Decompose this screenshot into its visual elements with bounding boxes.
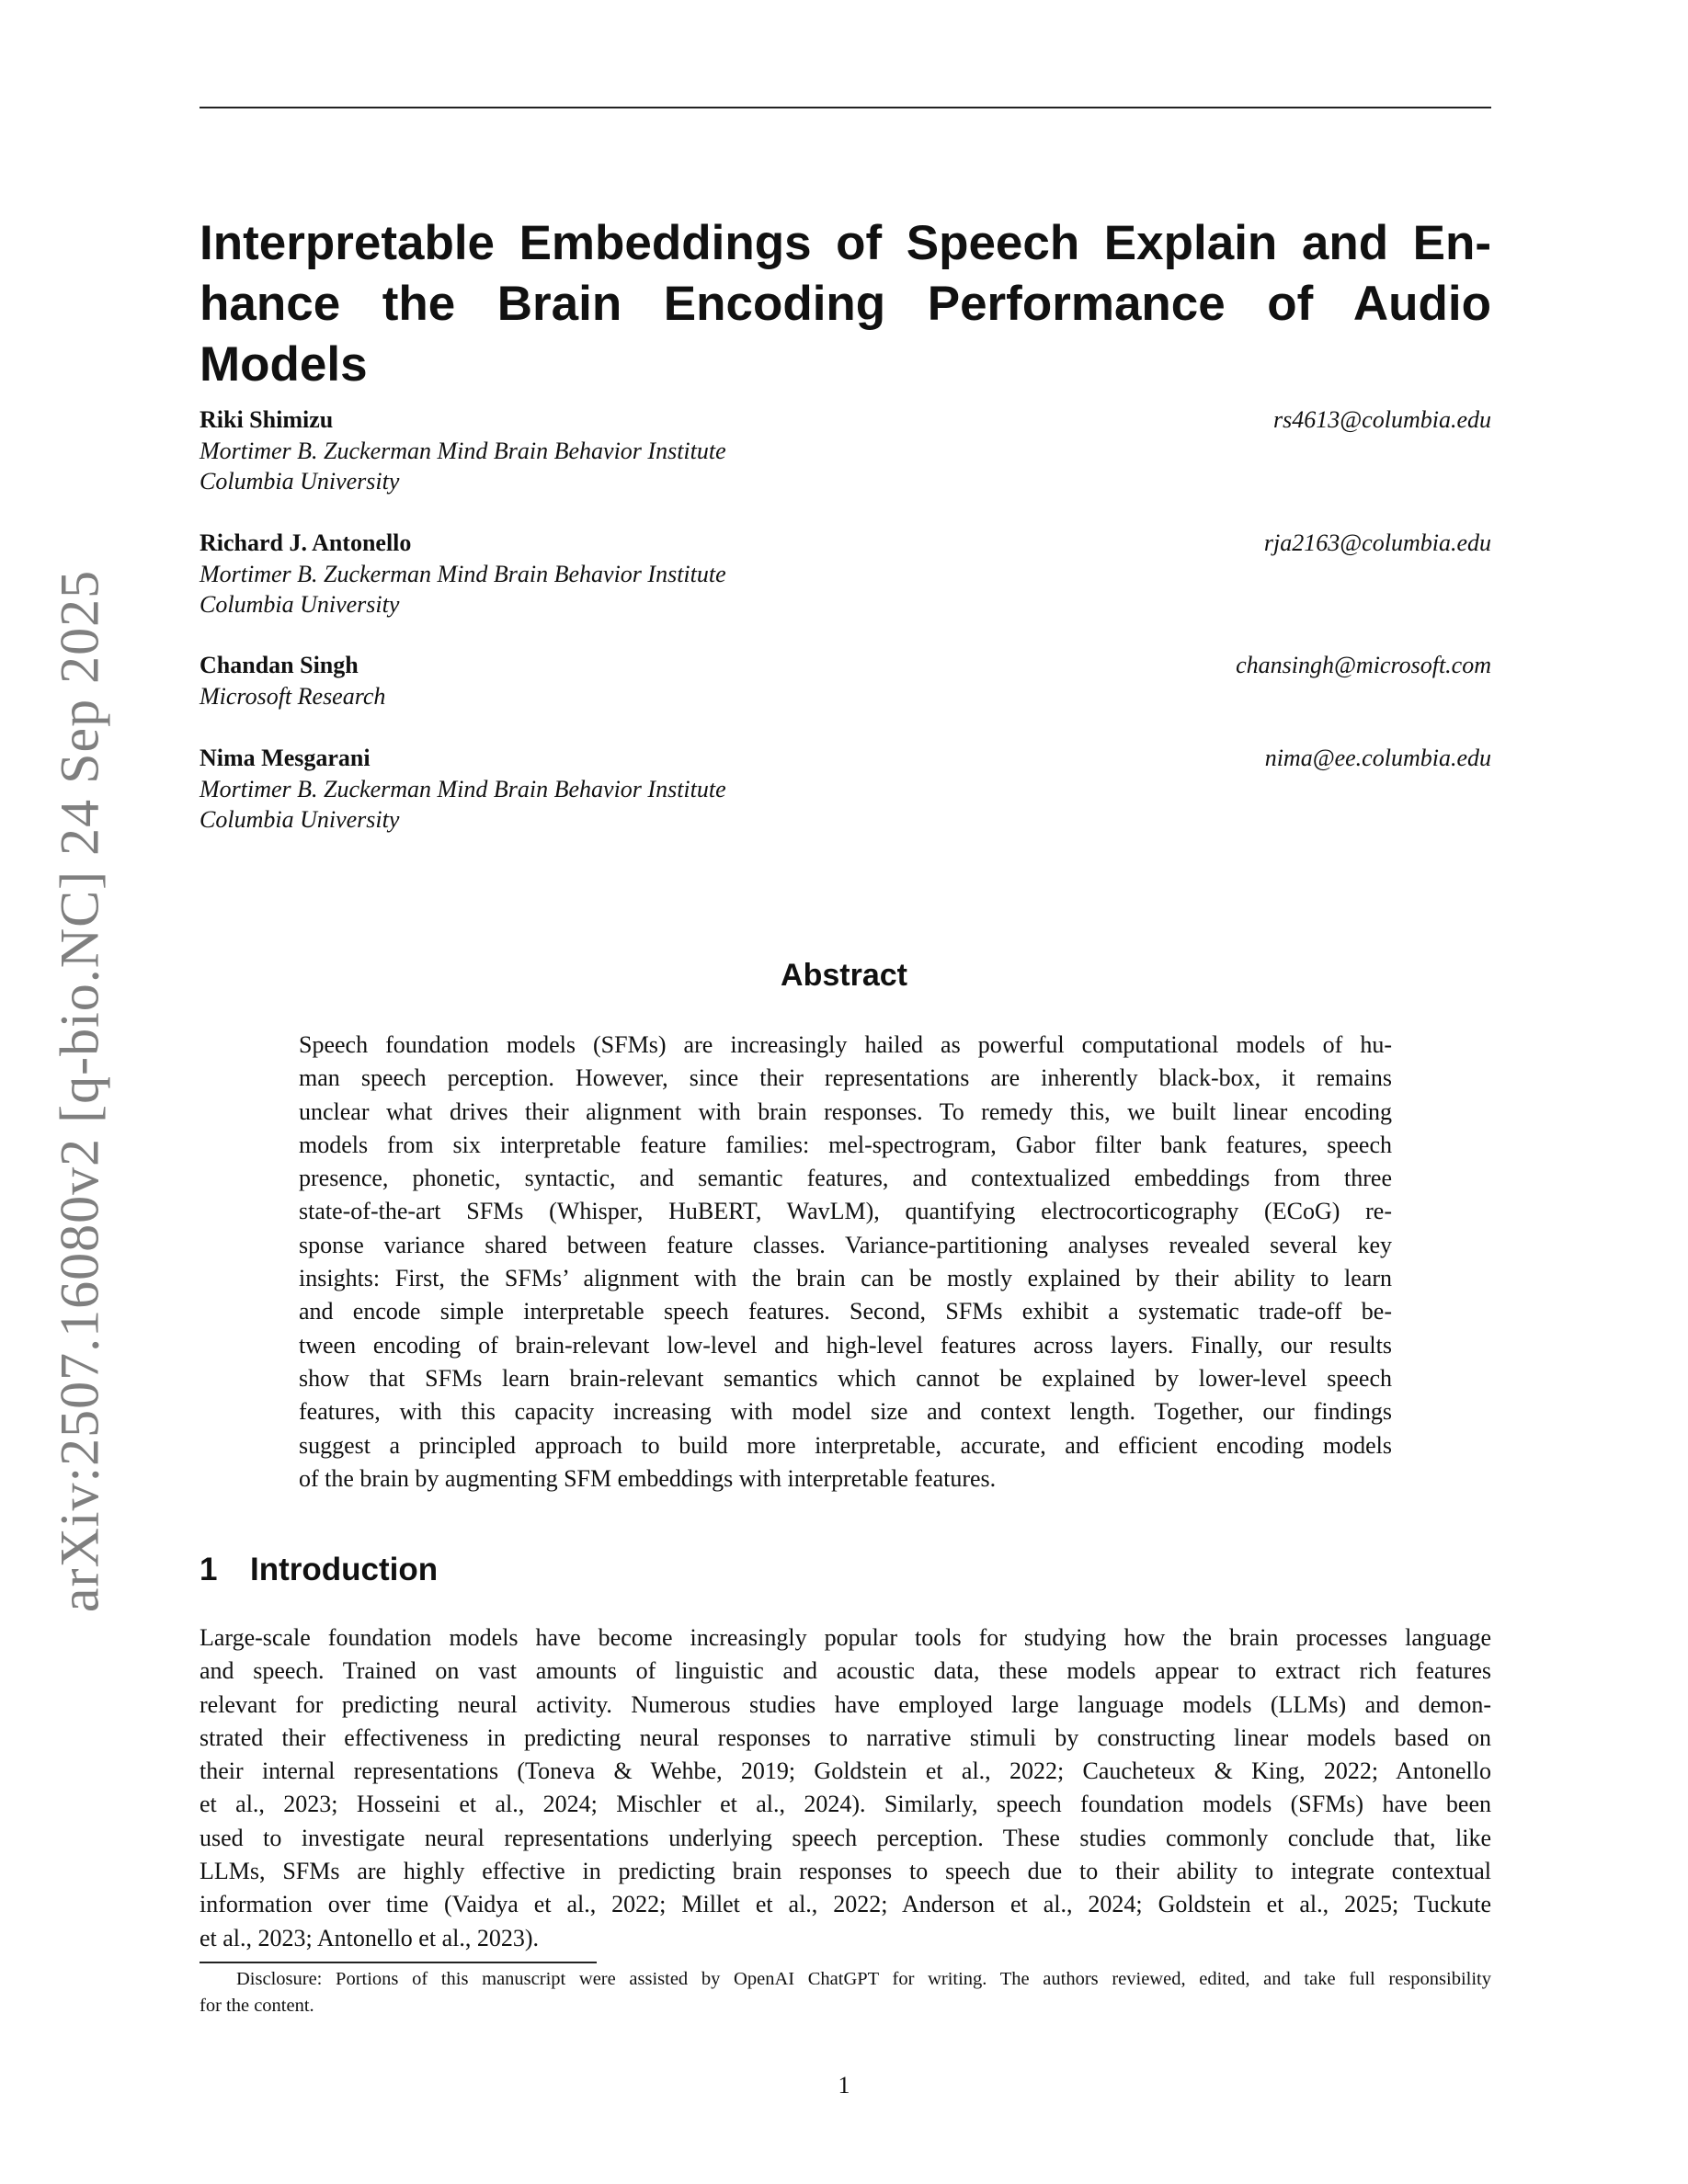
- text-line: Disclosure: Portions of this manuscript were assisted by OpenAI ChatGPT for writing. The authors reviewed, edited, and take full responsibility: [236, 1969, 1491, 1989]
- introduction-body: [200, 1621, 1491, 1955]
- text-line: for the content.: [200, 1996, 314, 2016]
- author-affiliation: Columbia University: [200, 468, 400, 495]
- text-line: relevant for predicting neural activity. Numerous studies have employed large language models (LLMs) and demon-: [200, 1690, 1491, 1718]
- abstract-heading: Abstract: [781, 958, 907, 993]
- author-affiliation: Mortimer B. Zuckerman Mind Brain Behavior Institute: [200, 560, 726, 587]
- text-line: of the brain by augmenting SFM embeddings with interpretable features.: [299, 1464, 997, 1492]
- author-block: [200, 528, 1491, 620]
- text-line: man speech perception. However, since their representations are inherently black-box, it remains: [299, 1064, 1392, 1092]
- text-line: presence, phonetic, syntactic, and semantic features, and contextualized embeddings from three: [299, 1165, 1392, 1192]
- text-line: state-of-the-art SFMs (Whisper, HuBERT, WavLM), quantifying electrocorticography (ECoG) re-: [299, 1198, 1392, 1225]
- author-email[interactable]: nima@ee.columbia.edu: [1264, 745, 1491, 771]
- footnote-rule: [200, 1962, 597, 1963]
- text-line: strated their effectiveness in predicting neural responses to narrative stimuli by constructing linear models based on: [200, 1723, 1491, 1751]
- text-line: tween encoding of brain-relevant low-level and high-level features across layers. Finally, our results: [299, 1331, 1392, 1359]
- text-line: et al., 2023; Antonello et al., 2023).: [200, 1924, 539, 1951]
- author-block: [200, 404, 1491, 497]
- author-email[interactable]: rja2163@columbia.edu: [1263, 529, 1491, 556]
- author-affiliation: Microsoft Research: [200, 682, 386, 710]
- title-line: Interpretable Embeddings of Speech Explain and En-: [200, 216, 1491, 270]
- author-block: [200, 743, 1491, 836]
- text-line: information over time (Vaidya et al., 2022; Millet et al., 2022; Anderson et al., 2024; Goldstein et al., 2025; Tuckute: [200, 1891, 1491, 1918]
- author-name: Richard J. Antonello: [200, 529, 412, 556]
- text-line: models from six interpretable feature families: mel-spectrogram, Gabor filter bank features, speech: [299, 1131, 1392, 1158]
- paper-title: [200, 213, 1491, 395]
- author-affiliation: Columbia University: [200, 591, 400, 618]
- arxiv-watermark: arXiv:2507.16080v2 [q-bio.NC] 24 Sep 2025: [49, 569, 110, 1613]
- text-line: Large-scale foundation models have become increasingly popular tools for studying how the brain processes language: [200, 1624, 1491, 1651]
- text-line: features, with this capacity increasing with model size and context length. Together, our findings: [299, 1398, 1392, 1426]
- text-line: used to investigate neural representations underlying speech perception. These studies commonly conclude that, like: [200, 1824, 1491, 1851]
- author-email[interactable]: rs4613@columbia.edu: [1273, 406, 1491, 433]
- author-affiliation: Mortimer B. Zuckerman Mind Brain Behavior Institute: [200, 437, 726, 464]
- text-line: suggest a principled approach to build more interpretable, accurate, and efficient encoding models: [299, 1431, 1392, 1459]
- text-line: and encode simple interpretable speech features. Second, SFMs exhibit a systematic trade-off be-: [299, 1298, 1392, 1325]
- footnote: [200, 1966, 1491, 2019]
- text-line: and speech. Trained on vast amounts of linguistic and acoustic data, these models appear to extract rich features: [200, 1657, 1491, 1685]
- author-affiliation: Columbia University: [200, 806, 400, 833]
- text-line: LLMs, SFMs are highly effective in predicting brain responses to speech due to their ability to integrate contextual: [200, 1858, 1491, 1885]
- author-block: [200, 650, 1491, 711]
- text-line: show that SFMs learn brain-relevant semantics which cannot be explained by lower-level speech: [299, 1364, 1392, 1392]
- author-affiliation: Mortimer B. Zuckerman Mind Brain Behavior Institute: [200, 775, 726, 802]
- text-line: Speech foundation models (SFMs) are increasingly hailed as powerful computational models of hu-: [299, 1031, 1392, 1058]
- author-email[interactable]: chansingh@microsoft.com: [1236, 652, 1491, 678]
- text-line: sponse variance shared between feature classes. Variance-partitioning analyses revealed several key: [299, 1231, 1392, 1258]
- header-rule: [200, 107, 1491, 108]
- page-number: 1: [838, 2072, 850, 2099]
- section-number: 1: [200, 1552, 218, 1587]
- abstract-body: [299, 1029, 1392, 1496]
- section-heading-introduction: [200, 1552, 438, 1588]
- text-line: et al., 2023; Hosseini et al., 2024; Mischler et al., 2024). Similarly, speech foundation models (SFMs) have been: [200, 1791, 1491, 1818]
- text-line: insights: First, the SFMs’ alignment with the brain can be mostly explained by their ability to learn: [299, 1265, 1392, 1292]
- text-line: unclear what drives their alignment with brain responses. To remedy this, we built linear encoding: [299, 1098, 1392, 1125]
- text-line: their internal representations (Toneva & Wehbe, 2019; Goldstein et al., 2022; Caucheteux & King, 2022; Antonello: [200, 1757, 1491, 1785]
- section-title: Introduction: [250, 1552, 439, 1587]
- title-line: hance the Brain Encoding Performance of Audio Models: [200, 277, 1491, 392]
- author-name: Riki Shimizu: [200, 406, 334, 433]
- author-name: Chandan Singh: [200, 652, 359, 678]
- author-name: Nima Mesgarani: [200, 745, 371, 771]
